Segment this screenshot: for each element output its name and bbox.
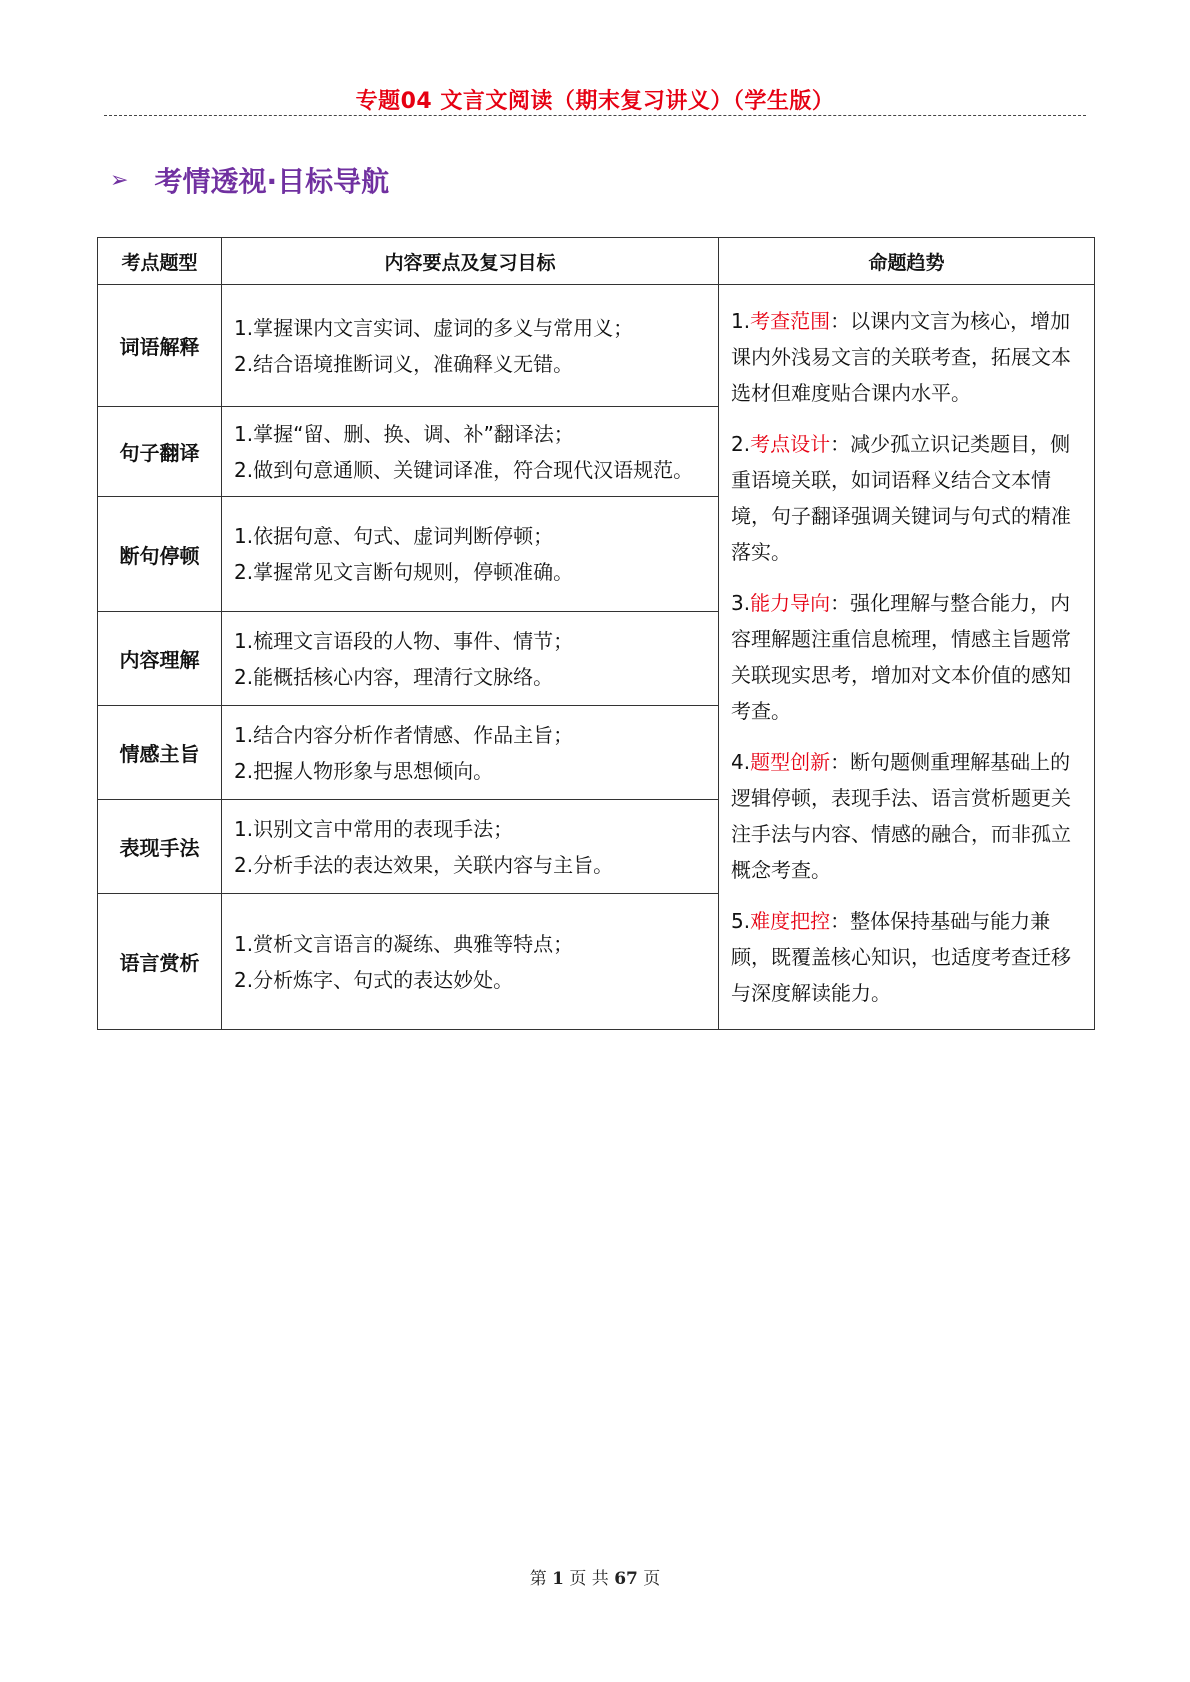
total-page-count: 67	[614, 1569, 638, 1589]
current-page-number: 1	[552, 1569, 564, 1589]
trend-item: 2.考点设计：减少孤立识记类题目，侧重语境关联，如词语释义结合文本情境，句子翻译强调关键词与句式的精准落实。	[731, 432, 1071, 564]
header-cell-trend: 命题趋势	[719, 238, 1095, 285]
header-divider	[104, 115, 1086, 116]
trend-cell	[719, 285, 1095, 1030]
row-content	[222, 800, 719, 894]
content-line: 1.识别文言中常用的表现手法；	[234, 816, 514, 841]
trend-key: 题型创新	[750, 750, 831, 774]
row-content	[222, 497, 719, 612]
section-heading	[110, 160, 389, 200]
row-content	[222, 894, 719, 1030]
trend-key: 考点设计	[750, 432, 831, 456]
row-content	[222, 285, 719, 407]
row-content	[222, 612, 719, 706]
footer-suffix: 页	[643, 1569, 661, 1589]
trend-key: 难度把控	[750, 909, 831, 933]
content-line: 2.把握人物形象与思想倾向。	[234, 758, 494, 783]
content-line: 2.分析手法的表达效果，关联内容与主旨。	[234, 852, 614, 877]
header-cell-type: 考点题型	[98, 238, 222, 285]
content-line: 1.掌握“留、删、换、调、补”翻译法；	[234, 421, 574, 446]
section-heading-text: 考情透视·目标导航	[154, 165, 390, 198]
document-title: 专题04 文言文阅读（期末复习讲义）（学生版）	[355, 89, 835, 114]
row-content	[222, 706, 719, 800]
page-footer	[0, 1564, 1190, 1589]
table-row	[98, 285, 1095, 407]
row-type: 句子翻译	[98, 407, 222, 497]
row-type: 表现手法	[98, 800, 222, 894]
arrow-bullet-icon: ➢	[110, 167, 129, 193]
content-line: 2.能概括核心内容，理清行文脉络。	[234, 664, 554, 689]
content-line: 2.掌握常见文言断句规则，停顿准确。	[234, 560, 574, 584]
content-line: 1.结合内容分析作者情感、作品主旨；	[234, 722, 574, 747]
trend-item: 1.考查范围：以课内文言为核心，增加课内外浅易文言的关联考查，拓展文本选材但难度贴合课内水平。	[731, 309, 1071, 405]
row-type: 内容理解	[98, 612, 222, 706]
content-line: 2.分析炼字、句式的表达妙处。	[234, 967, 514, 992]
header-cell-content: 内容要点及复习目标	[222, 238, 719, 285]
row-type: 断句停顿	[98, 497, 222, 612]
content-line: 1.依据句意、句式、虚词判断停顿；	[234, 524, 554, 548]
content-line: 1.赏析文言语言的凝练、典雅等特点；	[234, 931, 574, 956]
content-line: 2.结合语境推断词义，准确释义无错。	[234, 351, 574, 376]
trend-item: 3.能力导向：强化理解与整合能力，内容理解题注重信息梳理，情感主旨题常关联现实思考，增加对文本价值的感知考查。	[731, 591, 1071, 723]
row-type: 情感主旨	[98, 706, 222, 800]
footer-middle: 页 共	[569, 1569, 609, 1589]
row-type: 词语解释	[98, 285, 222, 407]
row-content	[222, 407, 719, 497]
trend-key: 考查范围	[750, 309, 831, 333]
content-line: 1.掌握课内文言实词、虚词的多义与常用义；	[234, 315, 634, 340]
trend-key: 能力导向	[750, 591, 831, 615]
row-type: 语言赏析	[98, 894, 222, 1030]
trend-item: 4.题型创新：断句题侧重理解基础上的逻辑停顿，表现手法、语言赏析题更关注手法与内容、情感的融合，而非孤立概念考查。	[731, 750, 1071, 882]
trend-item: 5.难度把控：整体保持基础与能力兼顾，既覆盖核心知识，也适度考查迁移与深度解读能力。	[731, 909, 1071, 1005]
content-line: 2.做到句意通顺、关键词译准，符合现代汉语规范。	[234, 457, 694, 482]
footer-prefix: 第	[529, 1569, 547, 1589]
table-header-row	[98, 238, 1095, 285]
content-line: 1.梳理文言语段的人物、事件、情节；	[234, 628, 574, 653]
exam-overview-table	[97, 237, 1095, 1030]
